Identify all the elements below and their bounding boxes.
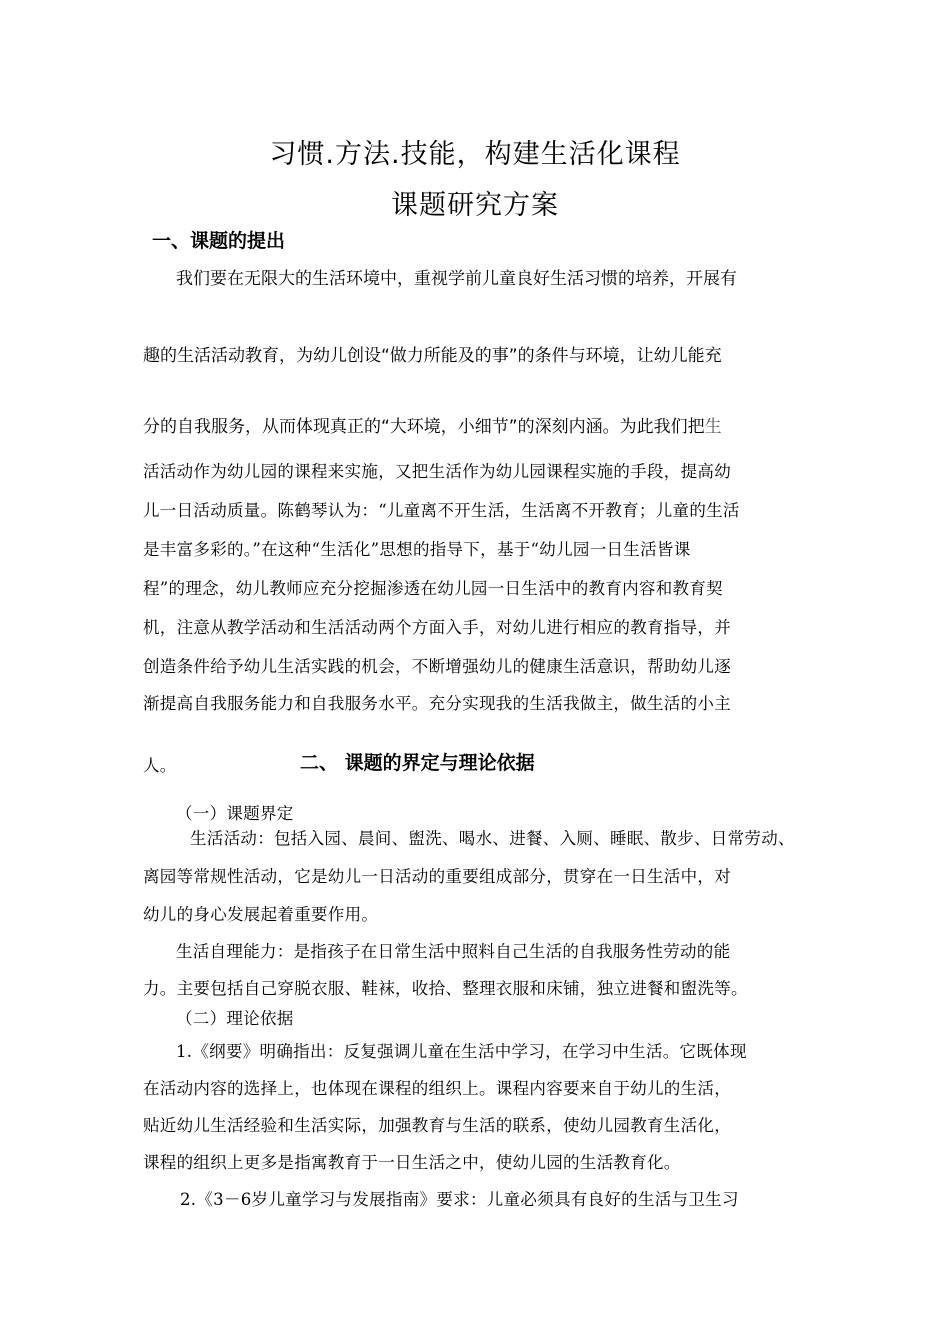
- paragraph-line: 幼儿的身心发展起着重要作用。: [143, 905, 379, 924]
- paragraph-line: [143, 412, 722, 437]
- paragraph-line: 儿一日活动质量。陈鹤琴认为：“儿童离不开生活，生活离不开教育；儿童的生活: [143, 501, 740, 520]
- paragraph-line: 趣的生活活动教育，为幼儿创设“做力所能及的事”的条件与环境，让幼儿能充: [143, 346, 722, 366]
- paragraph-line: 贴近幼儿生活经验和生活实际，加强教育与生活的联系，使幼儿园教育生活化，: [143, 1116, 731, 1135]
- paragraph-line: 程”的理念，幼儿教师应充分挖掘渗透在幼儿园一日生活中的教育内容和教育契: [143, 579, 723, 598]
- paragraph-line: 我们要在无限大的生活环境中，重视学前儿童良好生活习惯的培养，开展有: [176, 269, 737, 289]
- paragraph-line: 创造条件给予幼儿生活实践的机会，不断增强幼儿的健康生活意识，帮助幼儿逐: [143, 657, 731, 676]
- section-heading-1: 一、课题的提出: [152, 230, 286, 252]
- paragraph-line: 在活动内容的选择上，也体现在课程的组织上。课程内容要来自于幼儿的生活，: [143, 1079, 731, 1098]
- paragraph-line: 是丰富多彩的。”在这种“生活化”思想的指导下，基于“幼儿园一日生活皆课: [143, 540, 691, 559]
- paragraph-line: 机，注意从教学活动和生活活动两个方面入手，对幼儿进行相应的教育指导，并: [143, 618, 731, 637]
- paragraph-text: 生: [704, 417, 722, 437]
- paragraph-line: 人。: [143, 756, 177, 775]
- section-heading-2: 二、 课题的界定与理论依据: [300, 752, 535, 774]
- paragraph-line: 渐提高自我服务能力和自我服务水平。充分实现我的生活我做主，做生活的小主: [143, 694, 731, 713]
- paragraph-line: 力。主要包括自己穿脱衣服、鞋袜，收拾、整理衣服和床铺，独立进餐和盥洗等。: [143, 979, 748, 998]
- paragraph-line: 2.《3－6岁儿童学习与发展指南》要求：儿童必须具有良好的生活与卫生习: [180, 1190, 739, 1209]
- subsection-heading: （一）课题界定: [176, 804, 294, 823]
- subsection-heading: （二）理论依据: [176, 1009, 294, 1028]
- paragraph-text: 分的自我服务，从而体现真正的“大环境，小细节”的深刻内涵。为此我们把: [143, 417, 705, 437]
- paragraph-line: 活活动作为幼儿园的课程来实施，又把生活作为幼儿园课程实施的手段，提高幼: [143, 462, 731, 481]
- paragraph-line: 离园等常规性活动，它是幼儿一日活动的重要组成部分，贯穿在一日生活中，对: [143, 867, 731, 886]
- paragraph-line: 生活活动：包括入园、晨间、盥洗、喝水、进餐、入厕、睡眠、散步、日常劳动、: [190, 829, 795, 848]
- document-subtitle: 课题研究方案: [391, 190, 559, 221]
- document-title: 习惯.方法.技能，构建生活化课程: [269, 139, 681, 170]
- paragraph-line: 1.《纲要》明确指出：反复强调儿童在生活中学习，在学习中生活。它既体现: [176, 1042, 747, 1061]
- paragraph-line: 课程的组织上更多是指寓教育于一日生活之中，使幼儿园的生活教育化。: [143, 1153, 681, 1172]
- paragraph-line: 生活自理能力：是指孩子在日常生活中照料自己生活的自我服务性劳动的能: [176, 942, 731, 961]
